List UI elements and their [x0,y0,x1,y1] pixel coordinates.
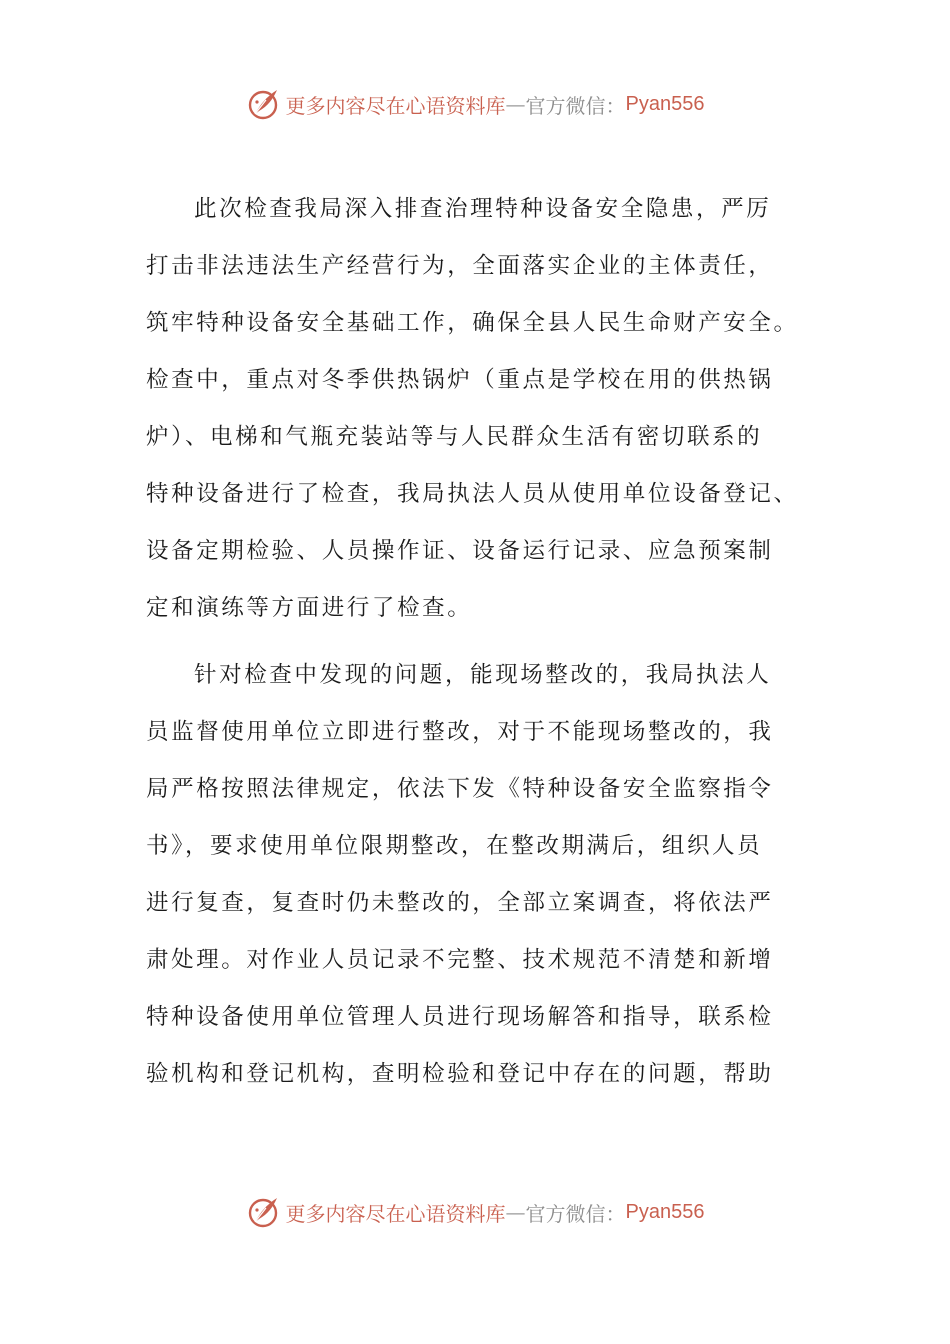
footer-wechat-id: Pyan556 [625,1200,705,1223]
text-line: 书》，要求使用单位限期整改，在整改期满后，组织人员 [146,833,763,859]
text-line: 进行复查，复查时仍未整改的，全部立案调查，将依法严 [146,890,774,916]
text-line: 打击非法违法生产经营行为，全面落实企业的主体责任， [146,253,774,279]
header-banner [0,80,950,128]
paragraph-gap [146,637,808,647]
document-body [146,181,808,1103]
header-wechat-label: 官方微信： [525,93,626,118]
paragraph-1 [146,181,808,637]
footer-wechat-label: 官方微信： [525,1201,626,1226]
text-line: 检查中，重点对冬季供热锅炉（重点是学校在用的供热锅 [146,367,774,393]
text-line: 炉）、电梯和气瓶充装站等与人民群众生活有密切联系的 [146,424,763,450]
text-line: 局严格按照法律规定，依法下发《特种设备安全监察指令 [146,776,774,802]
paragraph-2 [146,647,808,1103]
text-line: 特种设备进行了检查，我局执法人员从使用单位设备登记、 [146,481,799,507]
text-line: 员监督使用单位立即进行整改，对于不能现场整改的，我 [146,719,774,745]
text-line: 定和演练等方面进行了检查。 [146,595,473,621]
header-dash: — [505,92,526,116]
feather-logo-icon [246,87,280,121]
text-line: 特种设备使用单位管理人员进行现场解答和指导，联系检 [146,1004,774,1030]
footer-dash: — [505,1200,526,1224]
header-site-text: 更多内容尽在心语资料库 [285,93,506,118]
text-line: 针对检查中发现的问题，能现场整改的，我局执法人 [194,662,772,688]
text-line: 肃处理。对作业人员记录不完整、技术规范不清楚和新增 [146,947,774,973]
header-wechat-id: Pyan556 [625,92,705,115]
footer-site-text: 更多内容尽在心语资料库 [285,1201,506,1226]
footer-banner [0,1188,950,1236]
feather-logo-icon [246,1195,280,1229]
text-line: 筑牢特种设备安全基础工作，确保全县人民生命财产安全。 [146,310,799,336]
text-line: 此次检查我局深入排查治理特种设备安全隐患，严厉 [194,196,772,222]
text-line: 设备定期检验、人员操作证、设备运行记录、应急预案制 [146,538,774,564]
text-line: 验机构和登记机构，查明检验和登记中存在的问题，帮助 [146,1061,774,1087]
